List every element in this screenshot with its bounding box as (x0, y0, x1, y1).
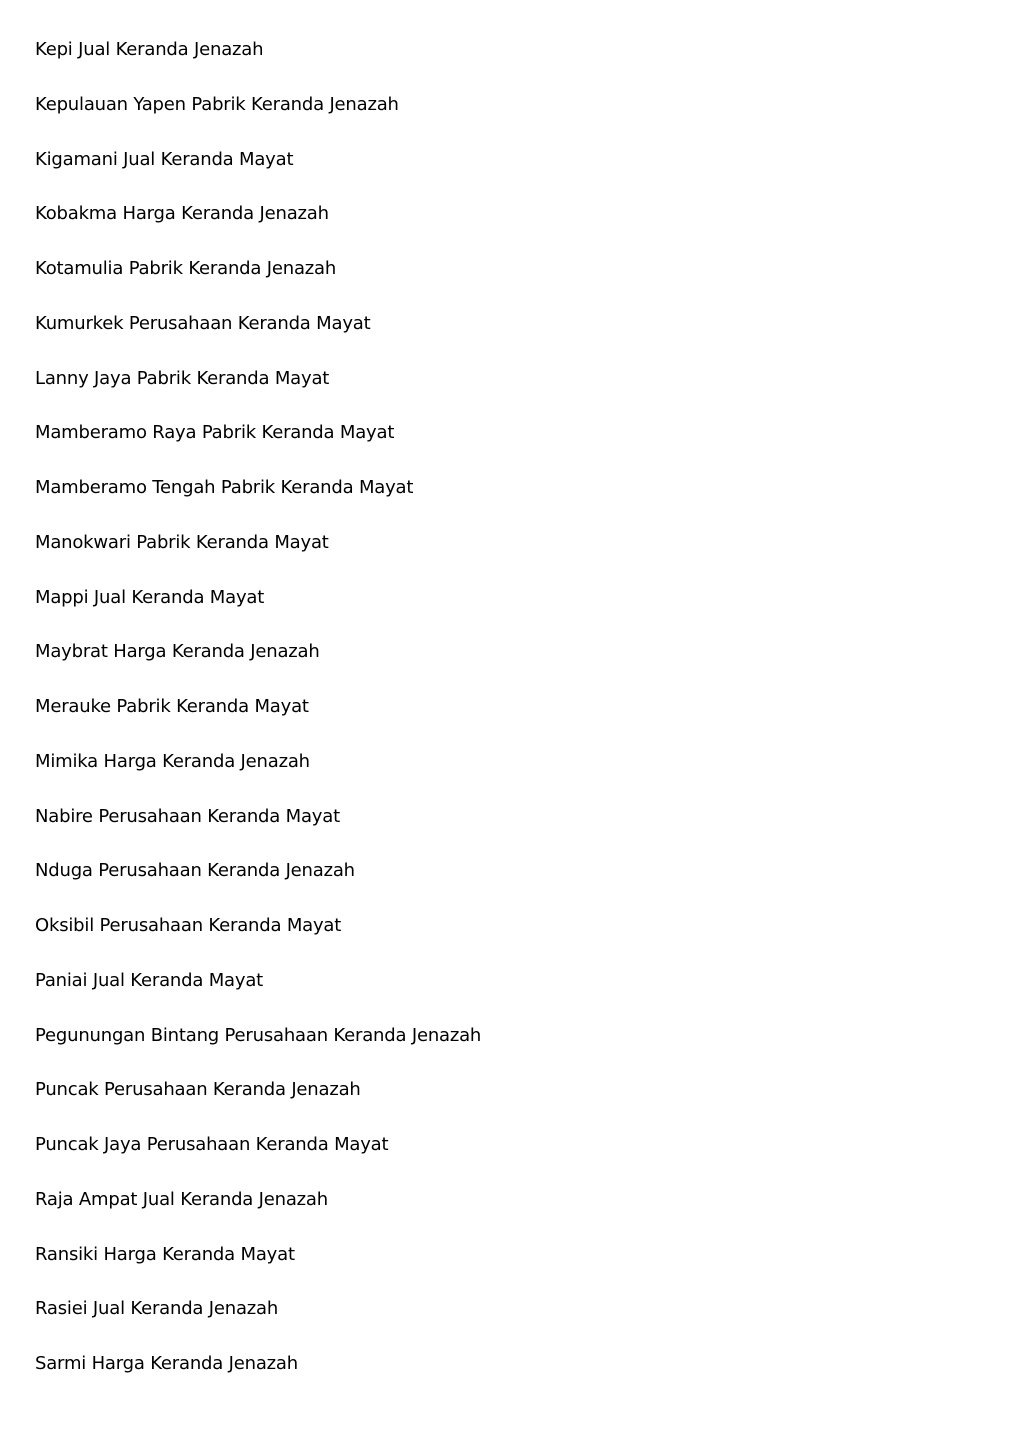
list-item: Nabire Perusahaan Keranda Mayat (35, 805, 340, 827)
list-item: Kigamani Jual Keranda Mayat (35, 148, 294, 170)
list-item: Mamberamo Tengah Pabrik Keranda Mayat (35, 477, 414, 498)
list-item: Mappi Jual Keranda Mayat (35, 586, 265, 608)
list-item: Puncak Jaya Perusahaan Keranda Mayat (35, 1134, 389, 1155)
list-item: Sarmi Harga Keranda Jenazah (35, 1353, 298, 1374)
list-item: Maybrat Harga Keranda Jenazah (35, 641, 320, 663)
list-item: Pegunungan Bintang Perusahaan Keranda Jenazah (35, 1024, 482, 1046)
list-item: Merauke Pabrik Keranda Mayat (35, 696, 309, 717)
list-item: Manokwari Pabrik Keranda Mayat (35, 531, 329, 553)
list-item: Kotamulia Pabrik Keranda Jenazah (35, 258, 337, 279)
list-item: Kepi Jual Keranda Jenazah (35, 39, 264, 60)
location-list (35, 36, 481, 1405)
list-item: Rasiei Jual Keranda Jenazah (35, 1298, 279, 1320)
list-item: Raja Ampat Jual Keranda Jenazah (35, 1188, 328, 1210)
list-item: Oksibil Perusahaan Keranda Mayat (35, 915, 342, 936)
list-item: Lanny Jaya Pabrik Keranda Mayat (35, 367, 330, 389)
list-item: Mimika Harga Keranda Jenazah (35, 750, 310, 772)
list-item: Nduga Perusahaan Keranda Jenazah (35, 860, 355, 882)
list-item: Puncak Perusahaan Keranda Jenazah (35, 1079, 361, 1101)
list-item: Kobakma Harga Keranda Jenazah (35, 203, 329, 225)
list-item: Mamberamo Raya Pabrik Keranda Mayat (35, 422, 395, 444)
list-item: Kepulauan Yapen Pabrik Keranda Jenazah (35, 93, 399, 115)
list-item: Ransiki Harga Keranda Mayat (35, 1243, 295, 1265)
list-item: Paniai Jual Keranda Mayat (35, 969, 264, 991)
list-item: Kumurkek Perusahaan Keranda Mayat (35, 312, 371, 334)
